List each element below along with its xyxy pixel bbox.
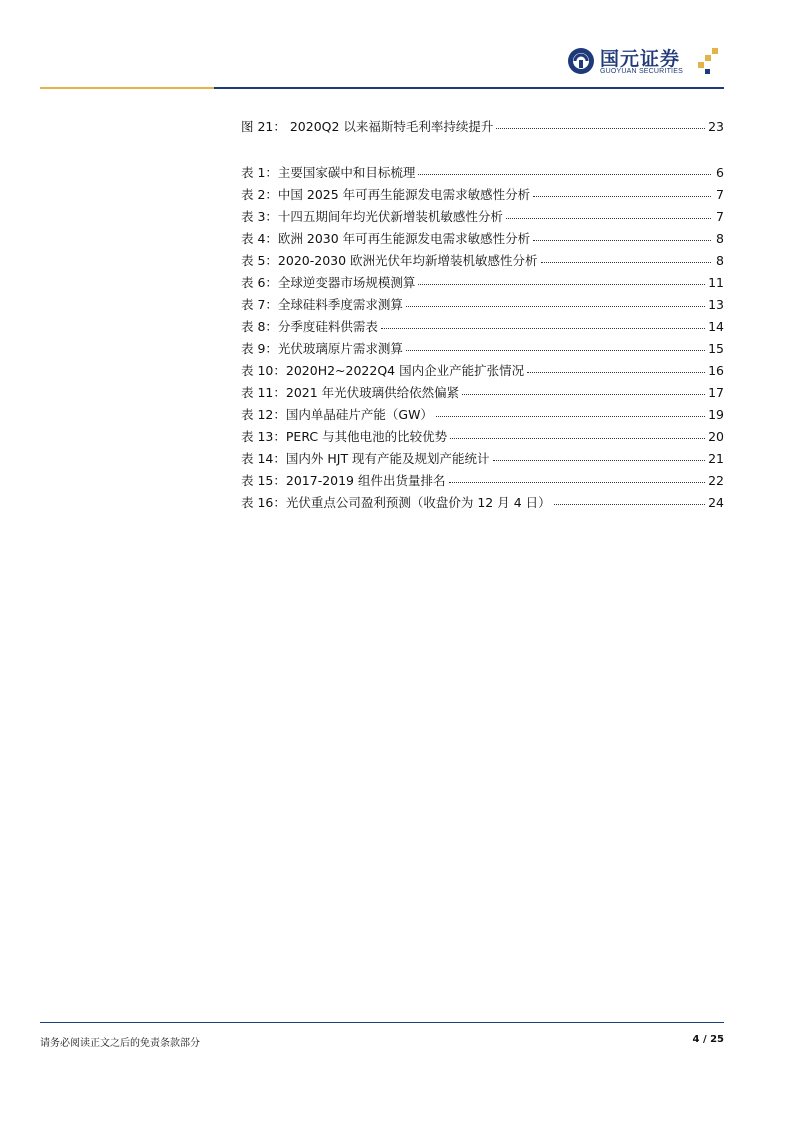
toc-entry-label: 图 21： 2020Q2 以来福斯特毛利率持续提升 bbox=[241, 119, 494, 134]
toc-entry-page: 8 bbox=[716, 231, 724, 246]
toc-leader-dots bbox=[533, 226, 711, 241]
toc-entry-table-10[interactable] bbox=[241, 360, 724, 380]
toc-entry-page: 20 bbox=[708, 429, 724, 444]
page-number: 4 / 25 bbox=[692, 1034, 724, 1045]
toc-entry-label: 表 8：分季度硅料供需表 bbox=[241, 319, 378, 334]
toc-entry-page: 7 bbox=[716, 209, 724, 224]
toc-entry-page: 8 bbox=[716, 253, 724, 268]
toc-entry-page: 16 bbox=[708, 363, 724, 378]
header-rule-gold bbox=[40, 87, 214, 89]
toc-entry-label: 表 6：全球逆变器市场规模测算 bbox=[241, 275, 416, 290]
toc-entry-label: 表 15：2017-2019 组件出货量排名 bbox=[241, 473, 446, 488]
toc-leader-dots bbox=[462, 380, 705, 395]
toc-entry-table-13[interactable] bbox=[241, 426, 724, 446]
toc-leader-dots bbox=[381, 314, 705, 329]
toc-leader-dots bbox=[541, 248, 711, 263]
toc-entry-table-3[interactable] bbox=[241, 206, 724, 226]
logo-squares-icon bbox=[692, 48, 722, 78]
toc-entry-page: 6 bbox=[716, 165, 724, 180]
toc-entry-label: 表 3：十四五期间年均光伏新增装机敏感性分析 bbox=[241, 209, 503, 224]
toc-entry-label: 表 1：主要国家碳中和目标梳理 bbox=[241, 165, 416, 180]
toc-entry-table-16[interactable] bbox=[241, 492, 724, 512]
guoyuan-logo-icon bbox=[566, 46, 596, 76]
toc-entry-label: 表 7：全球硅料季度需求测算 bbox=[241, 297, 403, 312]
toc-entry-label: 表 10：2020H2~2022Q4 国内企业产能扩张情况 bbox=[241, 363, 525, 378]
toc-entry-page: 17 bbox=[708, 385, 724, 400]
logo-text-en: GUOYUAN SECURITIES bbox=[600, 68, 683, 75]
toc-leader-dots bbox=[533, 182, 711, 197]
toc-entry-label: 表 9：光伏玻璃原片需求测算 bbox=[241, 341, 403, 356]
toc-entry-table-1[interactable] bbox=[241, 162, 724, 182]
toc-entry-page: 21 bbox=[708, 451, 724, 466]
footer-rule bbox=[40, 1022, 724, 1023]
toc-entry-page: 13 bbox=[708, 297, 724, 312]
toc-leader-dots bbox=[406, 336, 705, 351]
toc-entry-table-11[interactable] bbox=[241, 382, 724, 402]
toc-entry-figure-21[interactable] bbox=[241, 116, 724, 136]
toc-entry-page: 11 bbox=[708, 275, 724, 290]
toc-entry-label: 表 16：光伏重点公司盈利预测（收盘价为 12 月 4 日） bbox=[241, 495, 551, 510]
toc-entry-table-9[interactable] bbox=[241, 338, 724, 358]
toc-entry-table-8[interactable] bbox=[241, 316, 724, 336]
toc-entry-page: 19 bbox=[708, 407, 724, 422]
toc-entry-page: 23 bbox=[708, 119, 724, 134]
toc-leader-dots bbox=[449, 468, 706, 483]
toc-entry-page: 14 bbox=[708, 319, 724, 334]
toc-entry-label: 表 4：欧洲 2030 年可再生能源发电需求敏感性分析 bbox=[241, 231, 531, 246]
toc-leader-dots bbox=[450, 424, 705, 439]
toc-leader-dots bbox=[418, 270, 705, 285]
toc-entry-table-14[interactable] bbox=[241, 448, 724, 468]
toc-leader-dots bbox=[418, 160, 711, 175]
toc-leader-dots bbox=[527, 358, 705, 373]
toc-leader-dots bbox=[436, 402, 705, 417]
toc-entry-table-2[interactable] bbox=[241, 184, 724, 204]
toc-entry-label: 表 2：中国 2025 年可再生能源发电需求敏感性分析 bbox=[241, 187, 531, 202]
toc-entry-label: 表 5：2020-2030 欧洲光伏年均新增装机敏感性分析 bbox=[241, 253, 538, 268]
toc-entry-label: 表 13：PERC 与其他电池的比较优势 bbox=[241, 429, 448, 444]
toc-entry-page: 7 bbox=[716, 187, 724, 202]
header-rule-blue bbox=[214, 87, 724, 89]
toc-entry-label: 表 11：2021 年光伏玻璃供给依然偏紧 bbox=[241, 385, 460, 400]
toc-leader-dots bbox=[493, 446, 706, 461]
toc-leader-dots bbox=[554, 490, 705, 505]
toc-entry-table-15[interactable] bbox=[241, 470, 724, 490]
toc-entry-label: 表 12：国内单晶硅片产能（GW） bbox=[241, 407, 433, 422]
footer-disclaimer: 请务必阅读正文之后的免责条款部分 bbox=[40, 1038, 200, 1049]
toc-entry-table-6[interactable] bbox=[241, 272, 724, 292]
toc-leader-dots bbox=[496, 114, 705, 129]
toc-leader-dots bbox=[506, 204, 711, 219]
toc-entry-page: 22 bbox=[708, 473, 724, 488]
toc-leader-dots bbox=[406, 292, 705, 307]
toc-entry-table-4[interactable] bbox=[241, 228, 724, 248]
toc-entry-table-5[interactable] bbox=[241, 250, 724, 270]
company-logo bbox=[566, 44, 736, 84]
toc-entry-table-12[interactable] bbox=[241, 404, 724, 424]
logo-text-cn: 国元证券 bbox=[600, 48, 681, 70]
toc-entry-page: 24 bbox=[708, 495, 724, 510]
toc-entry-table-7[interactable] bbox=[241, 294, 724, 314]
toc-entry-page: 15 bbox=[708, 341, 724, 356]
toc-entry-label: 表 14：国内外 HJT 现有产能及规划产能统计 bbox=[241, 451, 490, 466]
